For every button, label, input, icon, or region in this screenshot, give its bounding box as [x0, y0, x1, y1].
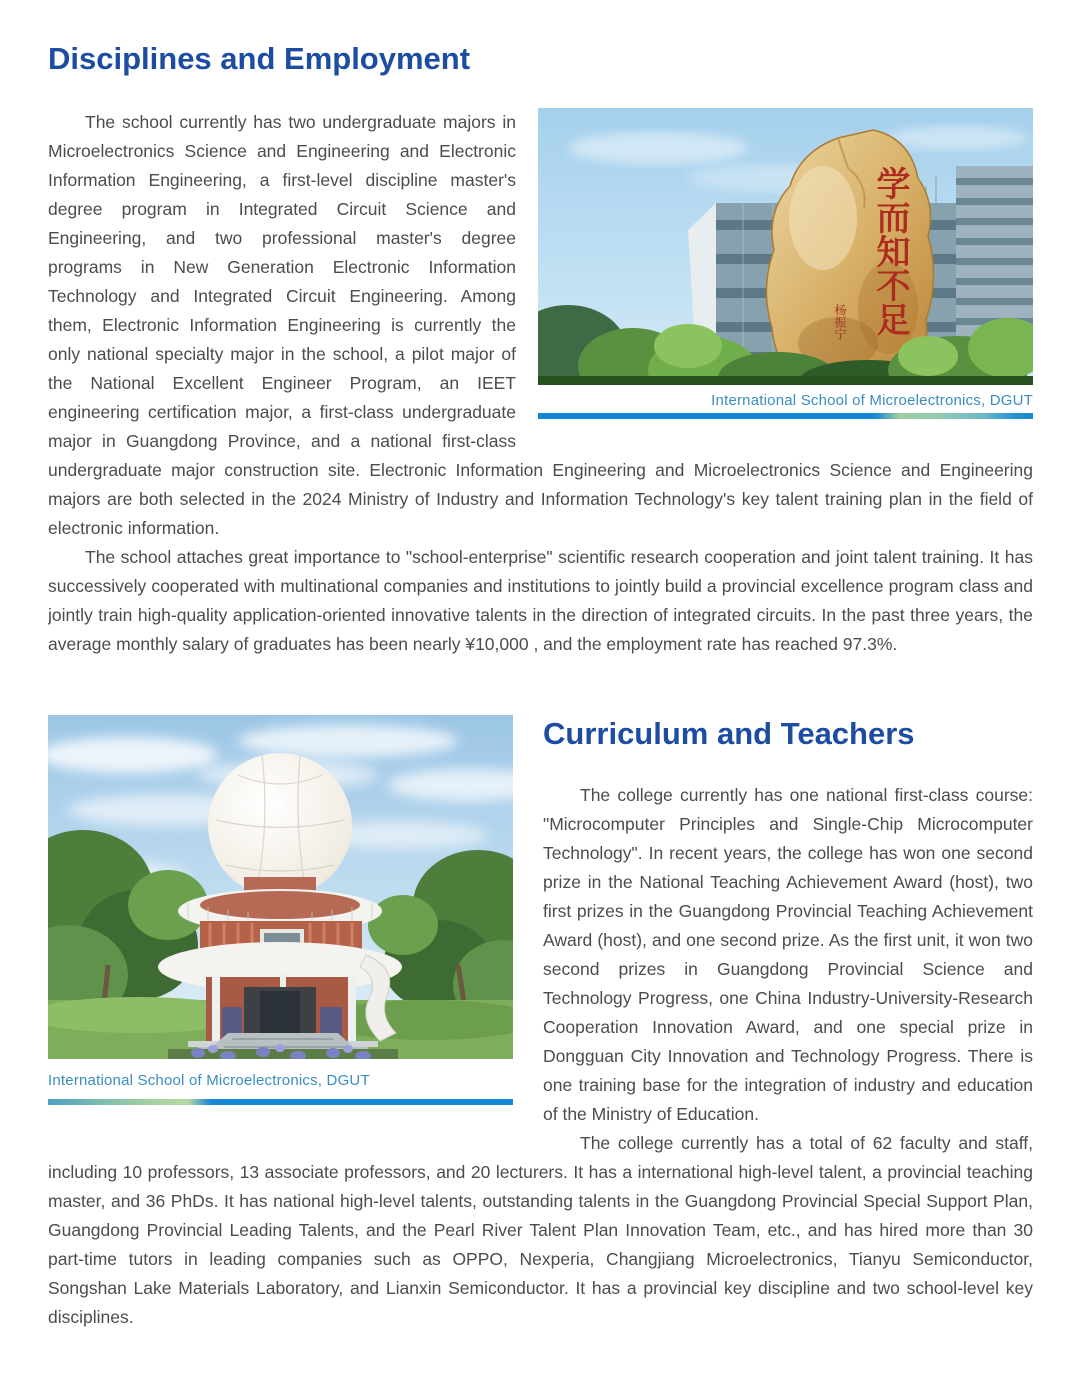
rock-signature-text: 杨振宁	[833, 304, 847, 340]
radome-building-photo	[48, 715, 513, 1059]
figure-library-rock	[538, 108, 1033, 419]
figure-caption: International School of Microelectronics, DGUT	[48, 1072, 370, 1089]
caption-underline-bar	[538, 413, 1033, 419]
caption-underline-bar	[48, 1099, 513, 1105]
library-rock-photo	[538, 108, 1033, 385]
paragraph-disciplines-1: The school currently has two undergraduate majors in Microelectronics Science and Engineering and Electronic Information Engineering, a first-level discipline master's degree program in Integrated Circuit Science and Engineering, and two professional master's degree programs in New Generation Electronic Information Technology and Integrated Circuit Engineering. Among them, Electronic Information Engineering is currently the only national specialty major in the school, a pilot major of the National Excellent Engineer Program, an IEET engineering certification major, a first-class undergraduate major in Guangdong Province, and a national first-class undergraduate major construction site. Electronic Information Engineering and Microelectronics Science and Engineering majors are both selected in the 2024 Ministry of Industry and Information Technology's key talent training plan in the field of electronic information.	[48, 112, 1033, 538]
section-curriculum	[48, 715, 1033, 1332]
paragraph-disciplines-2: The school attaches great importance to "school-enterprise" scientific research cooperation and joint talent training. It has successively cooperated with multinational companies and institutions to jointly build a provincial excellence program class and jointly train high-quality application-oriented innovative talents in the direction of integrated circuits. In the past three years, the average monthly salary of graduates has been nearly ¥10,000 , and the employment rate has reached 97.3%.	[48, 547, 1033, 654]
figure-caption: International School of Microelectronics, DGUT	[711, 392, 1033, 409]
paragraph-curriculum-1: The college currently has one national first-class course: "Microcomputer Principles and Single-Chip Microcomputer Technology". In recent years, the college has won one second prize in the National Teaching Achievement Award (host), two first prizes in the Guangdong Provincial Teaching Achievement Award (host), and one second prize. As the first unit, it won two second prizes in Guangdong Provincial Science and Technology Progress, one China Industry-University-Research Cooperation Innovation Award, and one special prize in Dongguan City Innovation and Technology Progress. There is one training base for the integration of industry and education of the Ministry of Education.	[543, 785, 1033, 1124]
paragraph-curriculum-2: The college currently has a total of 62 faculty and staff, including 10 professors, 13 associate professors, and 20 lecturers. It has a international high-level talent, a provincial teaching master, and 36 PhDs. It has national high-level talents, outstanding talents in the Guangdong Provincial Special Support Plan, Guangdong Provincial Leading Talents, and the Pearl River Talent Plan Innovation Team, etc., and has hired more than 30 part-time tutors in leading companies such as OPPO, Nexperia, Changjiang Microelectronics, Tianyu Semiconductor, Songshan Lake Materials Laboratory, and Lianxin Semiconductor. It has a provincial key discipline and two school-level key disciplines.	[48, 1133, 1033, 1327]
section-title-curriculum: Curriculum and Teachers	[543, 716, 915, 751]
section-title-disciplines: Disciplines and Employment	[48, 41, 471, 76]
rock-inscription-text: 学而知不足	[870, 166, 910, 336]
section-disciplines	[48, 40, 1033, 659]
figure-radome-building	[48, 715, 513, 1105]
